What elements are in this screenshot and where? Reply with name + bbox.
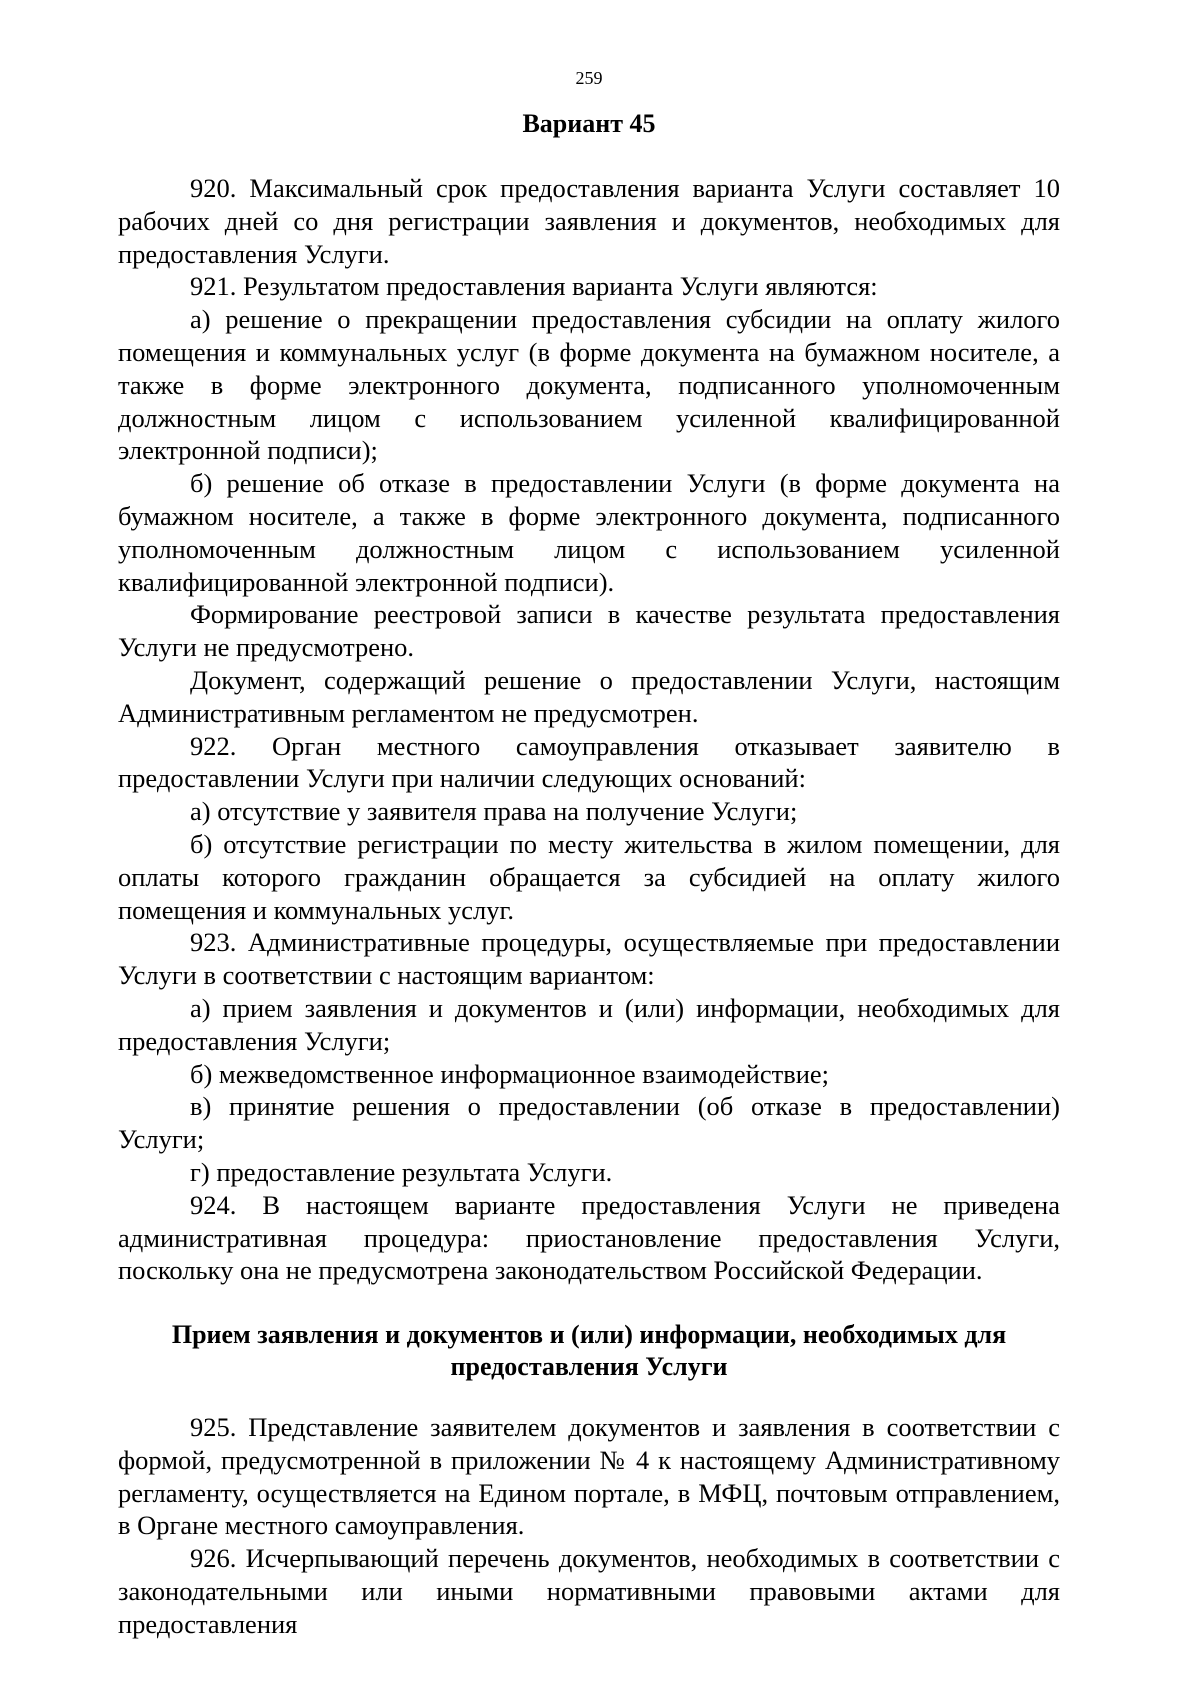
paragraph: а) прием заявления и документов и (или) информации, необходимых для предоставления Услуги; <box>118 992 1060 1056</box>
paragraph: 924. В настоящем варианте предоставления Услуги не приведена административная процедура: приостановление предоставления Услуги, поскольку она не предусмотрена законодательством Российской Федерации. <box>118 1189 1060 1286</box>
paragraph: Документ, содержащий решение о предоставлении Услуги, настоящим Административным регламентом не предусмотрен. <box>118 664 1060 728</box>
paragraph: а) отсутствие у заявителя права на получение Услуги; <box>190 796 798 827</box>
paragraph: а) решение о прекращении предоставления субсидии на оплату жилого помещения и коммунальных услуг (в форме документа на бумажном носителе, а также в форме электронного документа, подписанного уполномоченным должностным лицом с использованием усиленной квалифицированной электронной подписи); <box>118 304 1060 466</box>
paragraph: 920. Максимальный срок предоставления варианта Услуги составляет 10 рабочих дней со дня регистрации заявления и документов, необходимых для предоставления Услуги. <box>118 173 1060 269</box>
paragraph: 925. Представление заявителем документов и заявления в соответствии с формой, предусмотренной в приложении № 4 к настоящему Административному регламенту, осуществляется на Едином портале, в МФЦ, почтовым отправлением, в Органе местного самоуправления. <box>118 1412 1060 1541</box>
section-heading: Прием заявления и документов и (или) информации, необходимых для предоставления Услуги <box>171 1320 1007 1382</box>
page-number: 259 <box>575 68 603 88</box>
paragraph: 923. Административные процедуры, осуществляемые при предоставлении Услуги в соответствии с настоящим вариантом: <box>118 927 1060 991</box>
paragraph: 922. Орган местного самоуправления отказывает заявителю в предоставлении Услуги при наличии следующих оснований: <box>118 730 1060 794</box>
paragraph: в) принятие решения о предоставлении (об отказе в предоставлении) Услуги; <box>118 1091 1060 1155</box>
paragraph: б) отсутствие регистрации по месту жительства в жилом помещении, для оплаты которого гражданин обращается за субсидией на оплату жилого помещения и коммунальных услуг. <box>118 828 1060 925</box>
paragraph: б) решение об отказе в предоставлении Услуги (в форме документа на бумажном носителе, а также в форме электронного документа, подписанного уполномоченным должностным лицом с использованием усиленной квалифицированной электронной подписи). <box>118 468 1060 597</box>
paragraph: г) предоставление результата Услуги. <box>190 1156 613 1187</box>
variant-title: Вариант 45 <box>522 109 656 138</box>
paragraph: Формирование реестровой записи в качестве результата предоставления Услуги не предусмотрено. <box>118 599 1060 663</box>
paragraph: б) межведомственное информационное взаимодействие; <box>190 1058 830 1089</box>
body-text-bottom <box>118 1411 1060 1641</box>
paragraph: 926. Исчерпывающий перечень документов, необходимых в соответствии с законодательными или иными нормативными правовыми актами для предоставления <box>118 1543 1060 1639</box>
paragraph: 921. Результатом предоставления варианта Услуги являются: <box>190 271 878 302</box>
body-text-top <box>118 172 1060 1287</box>
